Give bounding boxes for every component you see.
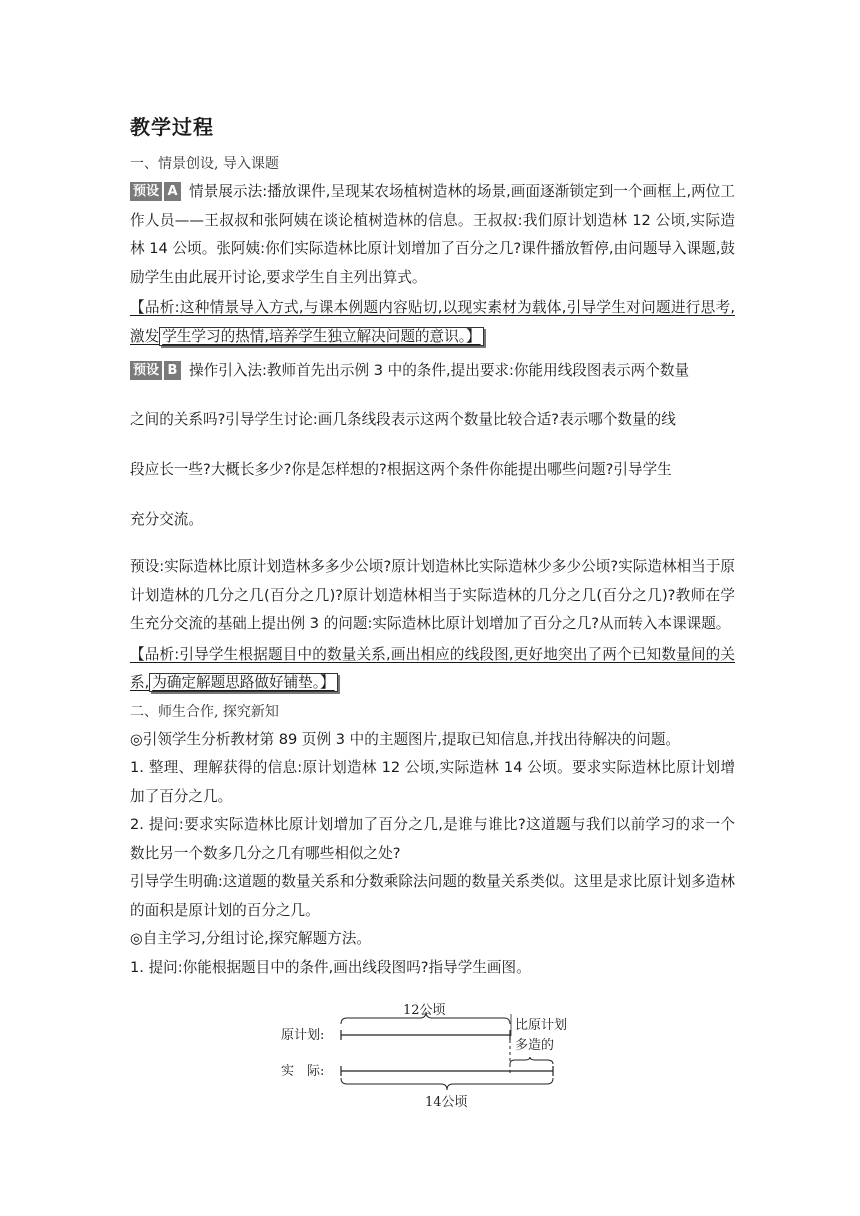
section-heading-2: 二、师生合作, 探究新知 <box>130 703 279 720</box>
top-label: 12公顷 <box>403 1003 446 1018</box>
page-title: 教学过程 <box>130 115 214 139</box>
case-b-line-2: 之间的关系吗?引导学生讨论:画几条线段表示这两个数量比较合适?表示哪个数量的线 <box>130 411 676 428</box>
extra-label-line-2: 多造的 <box>515 1038 555 1053</box>
analysis-b-boxed-text: 为确定解题思路做好铺垫。】 <box>149 673 337 692</box>
case-b-line-3: 段应长一些?大概长多少?你是怎样想的?根据这两个条件你能提出哪些问题?引导学生 <box>130 461 672 478</box>
item-2: 2. 提问:要求实际造林比原计划增加了百分之几,是谁与谁比?这道题与我们以前学习的求一个数比另一个数多几分之几有哪些相似之处? <box>130 816 735 862</box>
bottom-label: 14公顷 <box>425 1095 468 1110</box>
analysis-a <box>130 294 735 351</box>
preset-paragraph: 预设:实际造林比原计划造林多多少公顷?原计划造林比实际造林少多少公顷?实际造林相当于原计划造林的几分之几(百分之几)?原计划造林相当于实际造林的几分之几(百分之几)?教师在学生充分交流的基础上提出例 3 的问题:实际造林比原计划增加了百分之几?从而转入本课课题。 <box>130 558 735 632</box>
analysis-b-text: 【品析:引导学生根据题目中的数量关系,画出相应的线段图,更好地突出了两个已知数量间的关系, <box>130 645 735 691</box>
analysis-a-boxed-text: 学生学习的热情,培养学生独立解决问题的意识。】 <box>159 327 483 346</box>
item-1: 1. 整理、理解获得的信息:原计划造林 12 公顷,实际造林 14 公顷。要求实际造林比原计划增加了百分之几。 <box>130 759 735 805</box>
case-b-text-1: 操作引入法:教师首先出示例 3 中的条件,提出要求:你能用线段图表示两个数量 <box>189 362 690 379</box>
extra-label-line-1: 比原计划 <box>515 1018 568 1033</box>
section-heading-1: 一、情景创设, 导入课题 <box>130 156 279 172</box>
item-3: 1. 提问:你能根据题目中的条件,画出线段图吗?指导学生画图。 <box>130 958 531 976</box>
guide-paragraph: 引导学生明确:这道题的数量关系和分数乘除法问题的数量关系类似。这里是求比原计划多造林的面积是原计划的百分之几。 <box>130 873 735 919</box>
line-segment-diagram <box>275 1002 585 1114</box>
extra-brace <box>510 1057 553 1064</box>
bottom-brace <box>341 1078 553 1090</box>
row-1-label: 原计划: <box>281 1028 325 1043</box>
preset-tag: 预设 <box>130 182 162 201</box>
preset-letter-badge: B <box>164 361 181 380</box>
case-a-paragraph <box>130 178 735 292</box>
bullet-1: ◎引领学生分析教材第 89 页例 3 中的主题图片,提取已知信息,并找出待解决的问题。 <box>130 730 681 748</box>
analysis-b <box>130 641 735 698</box>
case-b-line-1 <box>130 355 735 387</box>
case-b-line-4: 充分交流。 <box>130 511 203 528</box>
row-2-label: 实 际: <box>281 1064 325 1079</box>
preset-letter-badge: A <box>164 182 181 201</box>
preset-tag: 预设 <box>130 361 162 380</box>
bullet-2: ◎自主学习,分组讨论,探究解题方法。 <box>130 930 371 947</box>
analysis-a-text: 【品析:这种情景导入方式,与课本例题内容贴切,以现实素材为载体,引导学生对问题进行思考,激发 <box>130 299 735 345</box>
document-page <box>130 112 735 982</box>
case-a-text: 情景展示法:播放课件,呈现某农场植树造林的场景,画面逐渐锁定到一个画框上,两位工作人员——王叔叔和张阿姨在谈论植树造林的信息。王叔叔:我们原计划造林 12 公顷,实际造林 14 公顷。张阿姨:你们实际造林比原计划增加了百分之几?课件播放暂停,由问题导入课题,鼓励学生由此展开讨论,要求学生自主列出算式。 <box>130 183 735 286</box>
